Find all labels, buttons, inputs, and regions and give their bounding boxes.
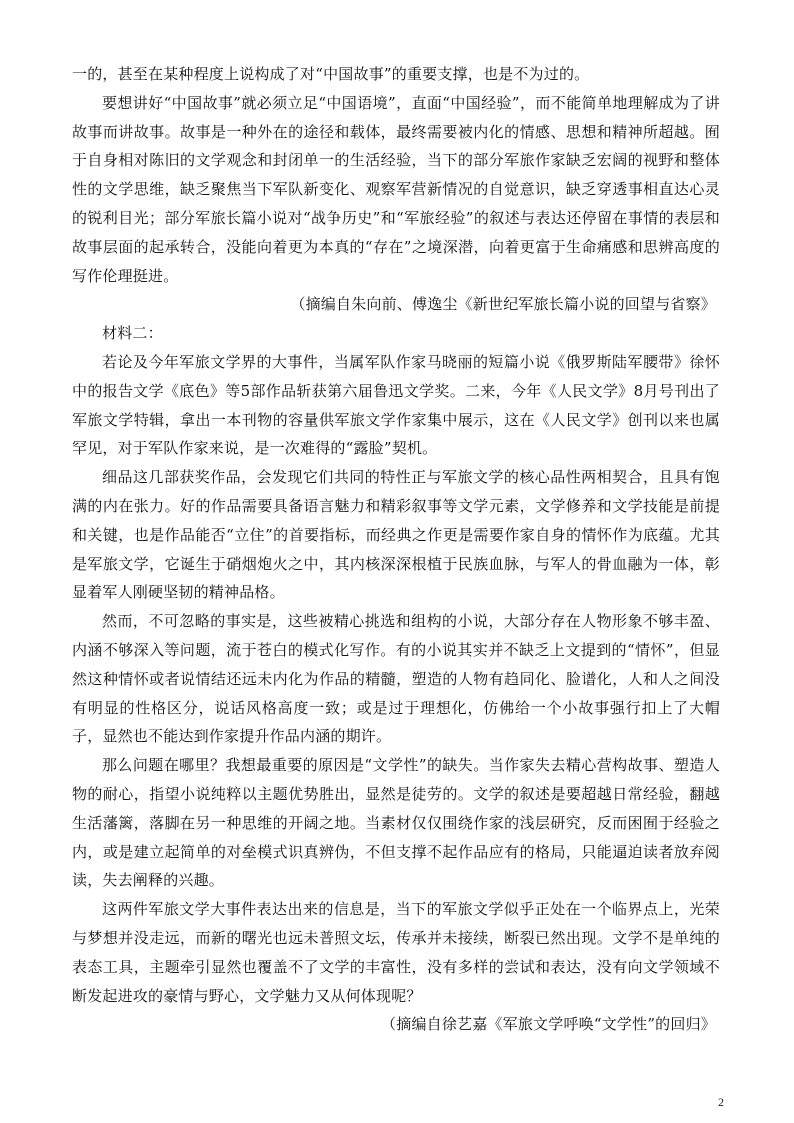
paragraph: 若论及今年军旅文学界的大事件，当属军队作家马晓丽的短篇小说《俄罗斯陆军腰带》徐怀中的报告文学《底色》等5部作品斩获第六届鲁迅文学奖。二来，今年《人民文学》8月号刊出了军旅文学特辑，拿出一本刊物的容量供军旅文学作家集中展示，这在《人民文学》创刊以来也属罕见，对于军队作家来说，是一次难得的“露脸”契机。 (72, 352, 720, 458)
paragraph: 要想讲好“中国故事”就必须立足“中国语境”，直面“中国经验”，而不能简单地理解成为了讲故事而讲故事。故事是一种外在的途径和载体，最终需要被内化的情感、思想和精神所超越。囿于自身相对陈旧的文学观念和封闭单一的生活经验，当下的部分军旅作家缺乏宏阔的视野和整体性的文学思维，缺乏聚焦当下军队新变化、观察军营新情况的自觉意识，缺乏穿透事相直达心灵的锐利目光；部分军旅长篇小说对“战争历史”和“军旅经验”的叙述与表达还停留在事情的表层和故事层面的起承转合，没能向着更为本真的“存在”之境深潜，向着更富于生命痛感和思辨高度的写作伦理挺进。 (72, 93, 720, 285)
source-citation-2: （摘编自徐艺嘉《军旅文学呼唤“文学性”的回归》 (381, 1015, 716, 1034)
paragraph: 然而，不可忽略的事实是，这些被精心挑选和组构的小说，大部分存在人物形象不够丰盈、内涵不够深入等问题，流于苍白的模式化写作。有的小说其实并不缺乏上文提到的“情怀”，但显然这种情怀或者说情结还远未内化为作品的精髓，塑造的人物有趋同化、脸谱化，人和人之间没有明显的性格区分，说话风格高度一致；或是过于理想化，仿佛给一个小故事强行扣上了大帽子，显然也不能达到作家提升作品内涵的期许。 (72, 612, 720, 746)
paragraph: 那么问题在哪里？我想最重要的原因是“文学性”的缺失。当作家失去精心营构故事、塑造人物的耐心，指望小说纯粹以主题优势胜出，显然是徒劳的。文学的叙述是要超越日常经验，翻越生活藩篱，落脚在另一种思维的开阔之地。当素材仅仅围绕作家的浅层研究，反而困囿于经验之内，或是建立起简单的对垒模式识真辨伪，不但支撑不起作品应有的格局，只能逼迫读者放弃阅读，失去阐释的兴趣。 (72, 756, 720, 890)
material-2-label: 材料二： (102, 324, 163, 343)
source-citation-1: （摘编自朱向前、傅逸尘《新世纪军旅长篇小说的回望与省察》 (290, 295, 716, 314)
page-number: 2 (718, 1095, 724, 1109)
paragraph: 这两件军旅文学大事件表达出来的信息是，当下的军旅文学似乎正处在一个临界点上，光荣与梦想并没走远，而新的曙光也远未普照文坛，传承并未接续，断裂已然出现。文学不是单纯的表态工具，主题牵引显然也覆盖不了文学的丰富性，没有多样的尝试和表达，没有向文学领域不断发起进攻的豪情与野心，文学魅力又从何体现呢？ (72, 900, 720, 1005)
document-body (72, 60, 720, 1039)
paragraph-continuation: 一的，甚至在某种程度上说构成了对“中国故事”的重要支撑，也是不为过的。 (72, 65, 590, 83)
paragraph: 细品这几部获奖作品，会发现它们共同的特性正与军旅文学的核心品性两相契合，且具有饱满的内在张力。好的作品需要具备语言魅力和精彩叙事等文学元素，文学修养和文学技能是前提和关键，也是作品能否“立住”的首要指标，而经典之作更是需要作家自身的情怀作为底蕴。尤其是军旅文学，它诞生于硝烟炮火之中，其内核深深根植于民族血脉，与军人的骨血融为一体，彰显着军人刚硬坚韧的精神品格。 (72, 468, 720, 602)
